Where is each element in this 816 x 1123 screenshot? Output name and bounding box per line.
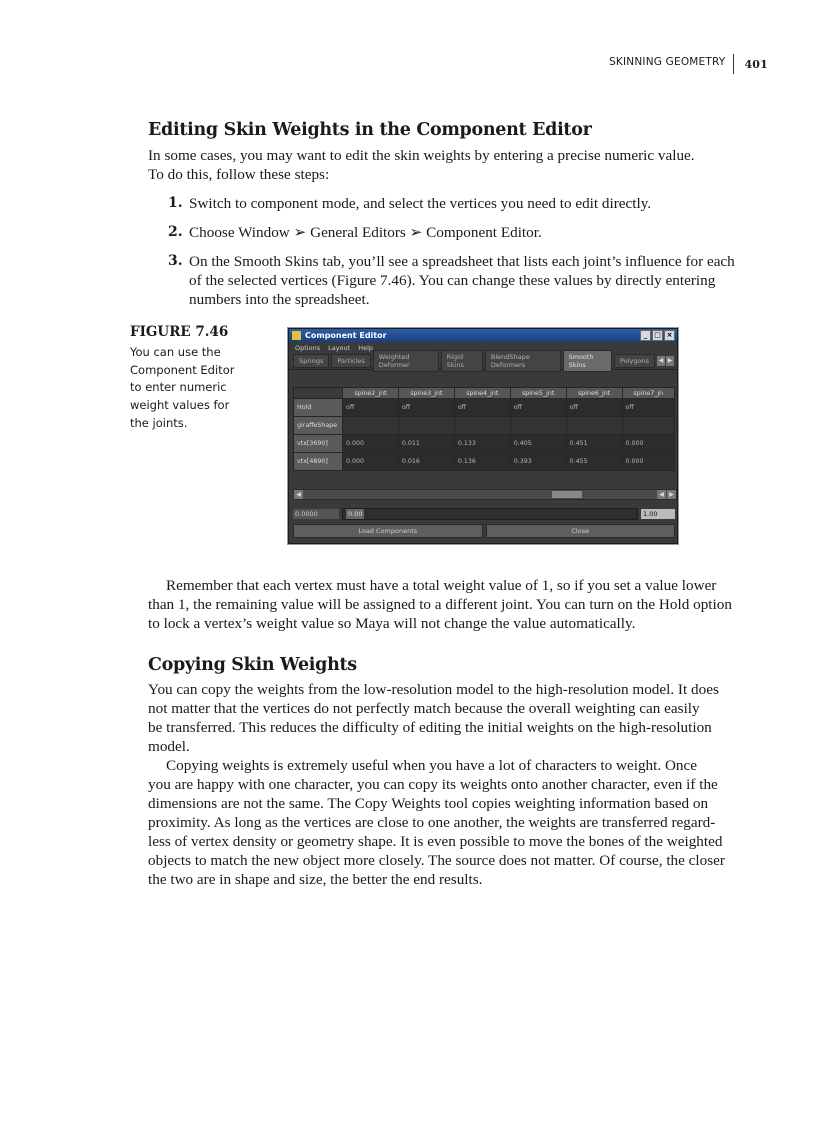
table-cell[interactable]: off xyxy=(510,399,566,417)
table-cell[interactable]: 0.455 xyxy=(566,453,622,471)
paragraph-line: Copying weights is extremely useful when you have a lot of characters to weight. Once xyxy=(166,757,697,774)
step-text: Choose Window ➢ General Editors ➢ Component Editor. xyxy=(189,224,542,241)
paragraph-line: the two are in shape and size, the better the end results. xyxy=(148,871,483,888)
scroll-left-icon[interactable]: ◀ xyxy=(294,490,303,499)
intro-line-2: To do this, follow these steps: xyxy=(148,166,330,183)
paragraph-line: You can copy the weights from the low-resolution model to the high-resolution model. It does xyxy=(148,681,719,698)
table-cell[interactable]: off xyxy=(566,399,622,417)
paragraph-line: be transferred. This reduces the difficulty of editing the initial weights on the high-resolution xyxy=(148,719,712,736)
scrollbar-thumb[interactable] xyxy=(552,491,582,498)
paragraph-line: dimensions are not the same. The Copy Weights tool copies weighting information based on xyxy=(148,795,709,812)
step-text-line: On the Smooth Skins tab, you’ll see a spreadsheet that lists each joint’s influence for each xyxy=(189,253,735,270)
table-cell[interactable] xyxy=(566,417,622,435)
menu-bar xyxy=(289,342,677,353)
column-header[interactable]: spine4_jnt xyxy=(454,388,510,399)
table-cell[interactable]: 0.451 xyxy=(566,435,622,453)
paragraph-line: objects to match the new object more closely. The source does not matter. Of course, the closer xyxy=(148,852,725,869)
load-components-button[interactable]: Load Components xyxy=(293,524,483,538)
tab-particles[interactable]: Particles xyxy=(331,354,370,368)
tab-bar xyxy=(289,353,677,370)
table-cell[interactable] xyxy=(510,417,566,435)
column-header[interactable]: spine6_jnt xyxy=(566,388,622,399)
close-icon[interactable]: × xyxy=(664,330,675,341)
caption-line: You can use the xyxy=(130,344,221,359)
corner-cell xyxy=(294,388,343,399)
minimize-icon[interactable]: _ xyxy=(640,330,651,341)
maya-app-icon xyxy=(292,331,301,340)
tab-rigid-skins[interactable]: Rigid Skins xyxy=(441,350,483,372)
maximize-icon[interactable]: □ xyxy=(652,330,663,341)
table-cell[interactable]: off xyxy=(398,399,454,417)
paragraph-line: proximity. As long as the vertices are close to one another, the weights are transferred regard- xyxy=(148,814,716,831)
table-cell[interactable] xyxy=(398,417,454,435)
scroll-right-icon[interactable]: ▶ xyxy=(667,490,676,499)
table-cell[interactable] xyxy=(454,417,510,435)
table-cell[interactable]: off xyxy=(454,399,510,417)
tab-polygons[interactable]: Polygons xyxy=(614,354,655,368)
menu-options[interactable]: Options xyxy=(295,343,321,352)
close-button[interactable]: Close xyxy=(486,524,676,538)
paragraph-line: not matter that the vertices do not perfectly match because the overall weighting can easily xyxy=(148,700,700,717)
table-cell[interactable]: 0.000 xyxy=(622,435,674,453)
section-heading-copying-skin-weights: Copying Skin Weights xyxy=(148,655,357,675)
step-3 xyxy=(168,252,748,310)
caption-line: weight values for xyxy=(130,398,230,413)
table-cell[interactable] xyxy=(343,417,399,435)
intro-line-1: In some cases, you may want to edit the skin weights by entering a precise numeric value. xyxy=(148,147,695,164)
figure-caption xyxy=(130,324,240,433)
tab-scroll-left-icon[interactable]: ◀ xyxy=(658,357,664,364)
row-header[interactable]: vtx[4890] xyxy=(294,453,343,471)
paragraph-line: model. xyxy=(148,738,190,755)
running-head xyxy=(609,54,768,74)
step-number: 3. xyxy=(168,253,183,269)
step-2 xyxy=(168,223,748,242)
slider-max-field[interactable]: 1.00 xyxy=(641,509,675,519)
slider-min-field[interactable]: 0.00 xyxy=(348,510,363,518)
table-cell[interactable]: 0.000 xyxy=(622,453,674,471)
step-number: 2. xyxy=(168,224,183,240)
row-header[interactable]: Hold xyxy=(294,399,343,417)
table-row xyxy=(294,435,675,453)
table-cell[interactable]: 0.011 xyxy=(398,435,454,453)
table-cell[interactable]: 0.405 xyxy=(510,435,566,453)
value-field[interactable]: 0.0000 xyxy=(293,509,339,519)
step-text xyxy=(189,252,748,310)
step-text: Switch to component mode, and select the vertices you need to edit directly. xyxy=(189,195,652,212)
value-bar xyxy=(293,508,675,520)
caption-line: Component Editor xyxy=(130,362,235,377)
window-title: Component Editor xyxy=(305,331,387,340)
table-cell[interactable]: 0.393 xyxy=(510,453,566,471)
table-row xyxy=(294,417,675,435)
hold-paragraph-line-3: to lock a vertex’s weight value so Maya will not change the value automatically. xyxy=(148,615,636,632)
tab-weighted-deformer[interactable]: Weighted Deformer xyxy=(373,350,439,372)
horizontal-scrollbar[interactable] xyxy=(293,489,677,500)
column-header[interactable]: spine7_jn xyxy=(622,388,674,399)
tab-scroll-right-icon[interactable]: ▶ xyxy=(667,357,673,364)
hold-paragraph-line-2: than 1, the remaining value will be assigned to a different joint. You can turn on the Hold option xyxy=(148,596,732,613)
table-cell[interactable]: 0.133 xyxy=(454,435,510,453)
window-titlebar xyxy=(289,329,677,342)
table-cell[interactable]: 0.000 xyxy=(343,453,399,471)
table-cell[interactable]: 0.016 xyxy=(398,453,454,471)
section-heading-editing-skin-weights: Editing Skin Weights in the Component Editor xyxy=(148,120,592,140)
tab-springs[interactable]: Springs xyxy=(293,354,329,368)
header-row xyxy=(294,388,675,399)
column-header[interactable]: spine5_jnt xyxy=(510,388,566,399)
row-header[interactable]: vtx[3690] xyxy=(294,435,343,453)
table-cell[interactable]: off xyxy=(343,399,399,417)
column-header[interactable]: spine3_jnt xyxy=(398,388,454,399)
step-text-line: of the selected vertices (Figure 7.46). You can change these values by directly entering xyxy=(189,272,716,290)
table-cell[interactable]: 0.136 xyxy=(454,453,510,471)
scroll-left-icon[interactable]: ◀ xyxy=(657,490,666,499)
menu-help[interactable]: Help xyxy=(358,343,374,352)
figure-label: FIGURE 7.46 xyxy=(130,324,229,340)
weight-slider[interactable] xyxy=(342,508,638,520)
table-cell[interactable]: 0.000 xyxy=(343,435,399,453)
step-number: 1. xyxy=(168,195,183,211)
row-header[interactable]: giraffeShape xyxy=(294,417,343,435)
step-text-line: numbers into the spreadsheet. xyxy=(189,291,370,309)
hold-paragraph-line-1: Remember that each vertex must have a total weight value of 1, so if you set a value lower xyxy=(166,577,717,594)
table-row xyxy=(294,453,675,471)
paragraph-line: less of vertex density or geometry shape. It is even possible to move the bones of the weighted xyxy=(148,833,723,850)
caption-line: to enter numeric xyxy=(130,380,227,395)
table-row xyxy=(294,399,675,417)
weights-spreadsheet xyxy=(293,387,675,471)
table-cell[interactable] xyxy=(622,417,674,435)
menu-layout[interactable]: Layout xyxy=(328,343,351,352)
caption-line: the joints. xyxy=(130,415,188,430)
step-1 xyxy=(168,194,748,213)
page-number: 401 xyxy=(744,57,768,71)
table-cell[interactable]: off xyxy=(622,399,674,417)
component-editor-window xyxy=(288,328,678,544)
running-head-title: SKINNING GEOMETRY xyxy=(609,54,734,74)
tab-smooth-skins[interactable]: Smooth Skins xyxy=(563,350,613,372)
column-header[interactable]: spine2_jnt xyxy=(343,388,399,399)
button-bar xyxy=(293,524,675,538)
tab-blendshape-deformers[interactable]: BlendShape Deformers xyxy=(485,350,561,372)
paragraph-line: you are happy with one character, you can copy its weights onto another character, even if the xyxy=(148,776,718,793)
